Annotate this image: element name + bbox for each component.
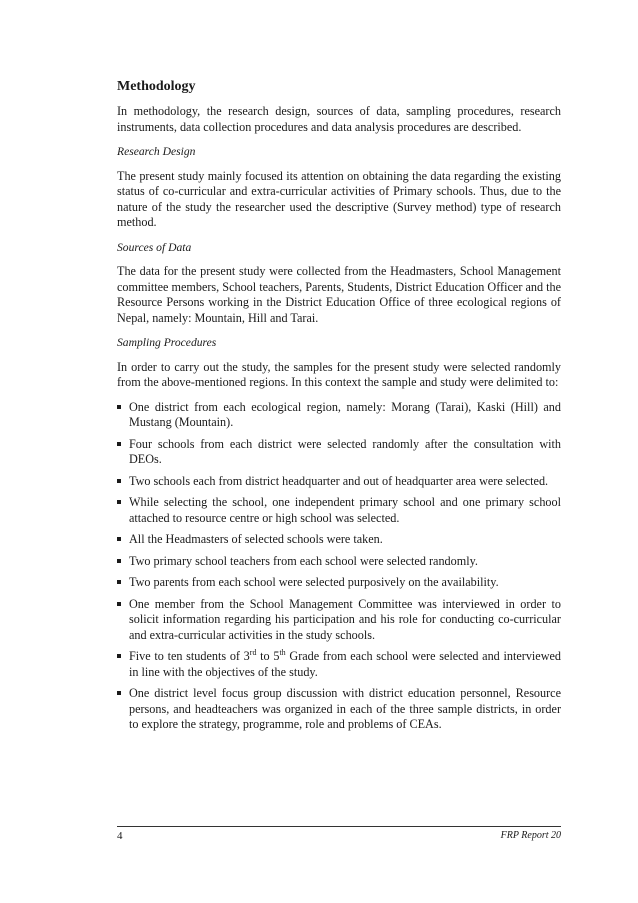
report-label: FRP Report 20: [500, 830, 561, 841]
list-item: Two schools each from district headquarter and out of headquarter area were selected.: [117, 474, 561, 490]
page-footer: [117, 826, 561, 846]
list-item: Two primary school teachers from each school were selected randomly.: [117, 554, 561, 570]
sampling-text: In order to carry out the study, the samples for the present study were selected randomly from the above-mentioned regions. In this context the sample and study were delimited to:: [117, 359, 561, 389]
bullet-icon: [117, 559, 121, 563]
research-design-title: Research Design: [117, 145, 196, 158]
list-item: One district level focus group discussion with district education personnel, Resource persons, and headteachers was organized in each of the three sample districts, in order to explore the strategy, programme, role and problems of CEAs.: [117, 686, 561, 733]
page-number: 4: [117, 830, 123, 842]
bullet-icon: [117, 602, 121, 606]
bullet-icon: [117, 654, 121, 658]
list-item: Two parents from each school were selected purposively on the availability.: [117, 575, 561, 591]
intro-paragraph: In methodology, the research design, sources of data, sampling procedures, research instruments, data collection procedures and data analysis procedures are described.: [117, 104, 561, 134]
research-design-text: The present study mainly focused its attention on obtaining the data regarding the existing status of co-curricular and extra-curricular activities of Primary schools. Thus, due to the nature of the study the researcher used the descriptive (Survey method) type of research method.: [117, 168, 561, 229]
sampling-title: Sampling Procedures: [117, 336, 217, 349]
sources-title: Sources of Data: [117, 240, 192, 254]
page-content: [117, 78, 561, 739]
bullet-icon: [117, 691, 121, 695]
list-item: One member from the School Management Committee was interviewed in order to solicit information regarding his participation and his role for conducting co-curricular and extra-curricular activities in the study schools.: [117, 597, 561, 644]
bullet-icon: [117, 442, 121, 446]
list-item: Four schools from each district were selected randomly after the consultation with DEOs.: [117, 437, 561, 468]
bullet-icon: [117, 500, 121, 504]
list-item: One district from each ecological region, namely: Morang (Tarai), Kaski (Hill) and Mustang (Mountain).: [117, 400, 561, 431]
section-heading: Methodology: [117, 79, 196, 94]
bullet-icon: [117, 405, 121, 409]
list-item: All the Headmasters of selected schools were taken.: [117, 532, 561, 548]
bullet-icon: [117, 479, 121, 483]
bullet-icon: [117, 580, 121, 584]
bullet-icon: [117, 537, 121, 541]
list-item: Five to ten students of 3rd to 5th Grade from each school were selected and interviewed in line with the objectives of the study.: [117, 649, 561, 680]
list-item: While selecting the school, one independent primary school and one primary school attached to resource centre or high school was selected.: [117, 495, 561, 526]
sampling-list: [117, 400, 561, 733]
sources-text: The data for the present study were collected from the Headmasters, School Management committee members, School teachers, Parents, Students, District Education Officer and the Resource Persons working in the District Education Office of three ecological regions of Nepal, namely: Mountain, Hill and Tarai.: [117, 264, 561, 325]
